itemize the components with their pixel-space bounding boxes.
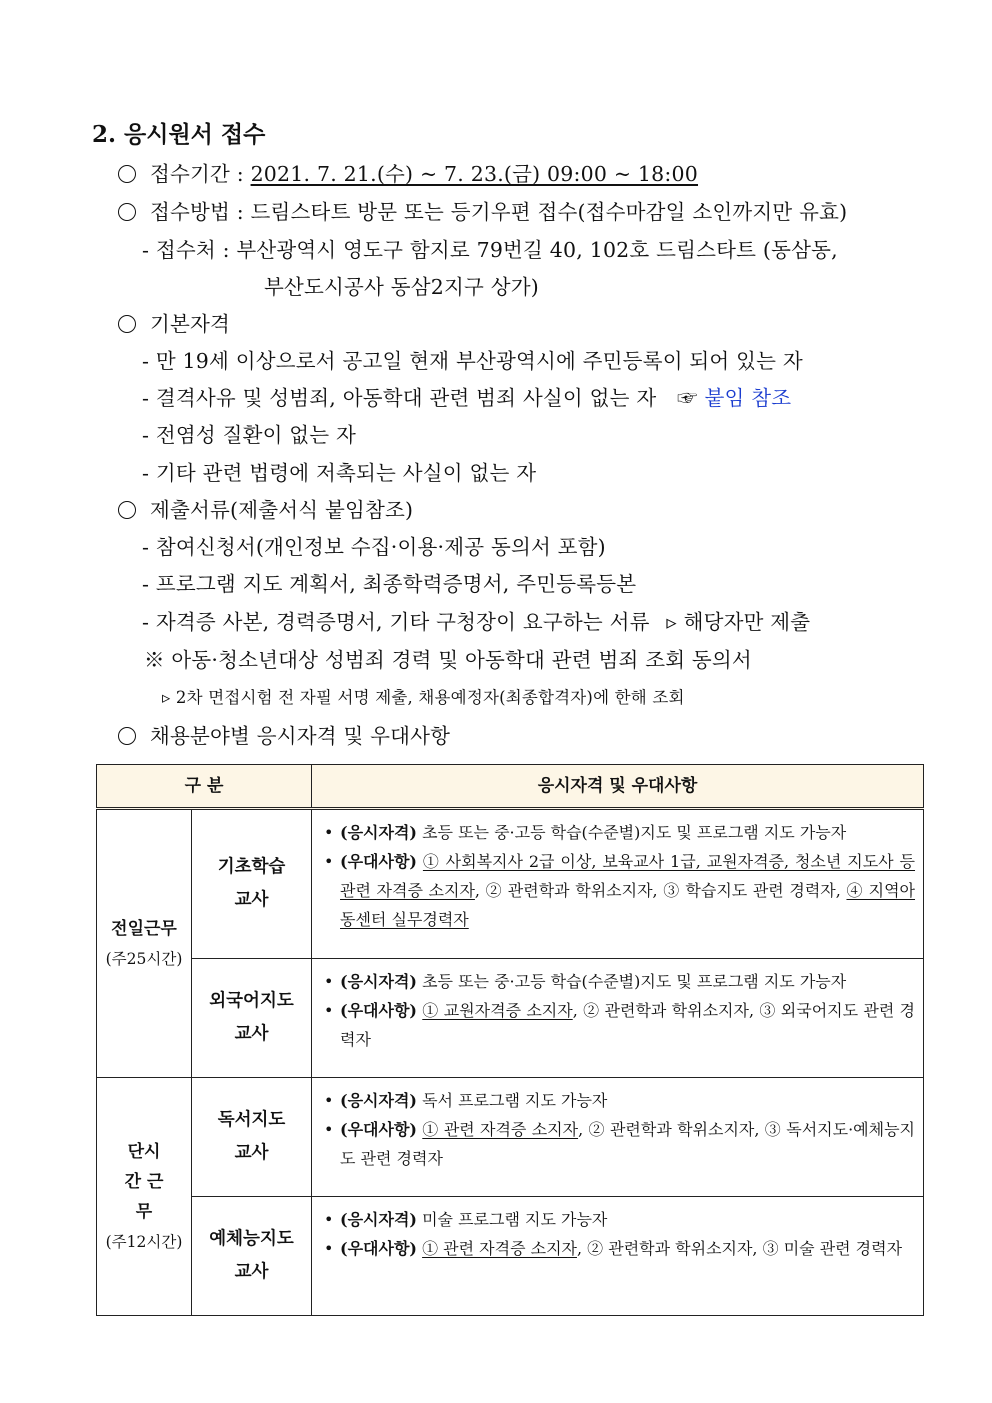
row-name-line2: 교사	[234, 890, 269, 910]
qualifications-title-text: 기본자격	[150, 312, 231, 336]
row-name-line2: 교사	[234, 1262, 269, 1282]
qualification-item: - 기타 관련 법령에 저촉되는 사실이 없는 자	[142, 461, 537, 485]
row-name-line1: 외국어지도	[209, 991, 294, 1011]
pref-text: , ② 관련학과 학위소지자, ③ 독서지도·예체능지도 관련 경력자	[340, 1120, 916, 1168]
qual-label: (응시자격)	[340, 972, 417, 991]
qual-label: (응시자격)	[340, 823, 417, 842]
row-details	[312, 1078, 924, 1197]
pref-item	[320, 1234, 915, 1263]
documents-title	[118, 496, 413, 524]
qual-label: (응시자격)	[340, 1091, 417, 1110]
fields-table	[96, 764, 924, 1316]
fields-title	[118, 722, 450, 750]
document-item: - 프로그램 지도 계획서, 최종학력증명서, 주민등록등본	[142, 572, 637, 596]
location-line-1: - 접수처 : 부산광역시 영도구 함지로 79번길 40, 102호 드림스타트 (동삼동,	[142, 238, 838, 262]
pref-item	[320, 847, 915, 934]
pref-underlined: ① 교원자격증 소지자	[422, 1001, 573, 1020]
row-name-line2: 교사	[234, 1143, 269, 1163]
pref-underlined-2: ④ 지역아동센터 실무경력자	[340, 881, 916, 929]
circle-bullet-icon	[118, 501, 136, 519]
table-header-category: 구 분	[97, 765, 312, 809]
group-name: 전일근무	[111, 918, 177, 939]
qual-text: 독서 프로그램 지도 가능자	[422, 1091, 608, 1110]
document-item: - 참여신청서(개인정보 수집·이용·제공 동의서 포함)	[142, 535, 606, 559]
pref-underlined: ① 사회복지사 2급 이상, 보육교사 1급, 교원자격증, 청소년 지도사 등 관련 자격증 소지자	[340, 852, 916, 900]
document-item-text: - 자격증 사본, 경력증명서, 기타 구청장이 요구하는 서류	[142, 610, 650, 634]
circle-bullet-icon	[118, 727, 136, 745]
qualification-item: - 전염성 질환이 없는 자	[142, 423, 357, 447]
method-line	[118, 198, 847, 226]
group-name: 단시간 근무	[124, 1141, 164, 1222]
group-hours: (주12시간)	[105, 1232, 183, 1251]
qualification-item: - 만 19세 이상으로서 공고일 현재 부산광역시에 주민등록이 되어 있는 자	[142, 349, 803, 373]
period-line	[118, 160, 698, 188]
qual-text: 초등 또는 중·고등 학습(수준별)지도 및 프로그램 지도 가능자	[422, 823, 847, 842]
pref-item	[320, 1115, 915, 1173]
circle-bullet-icon	[118, 165, 136, 183]
notice-sub-line: ▹ 2차 면접시험 전 자필 서명 제출, 채용예정자(최종합격자)에 한해 조회	[162, 688, 685, 707]
pref-label: (우대사항)	[340, 1120, 417, 1139]
qual-item	[320, 967, 915, 996]
qualification-item-text: - 결격사유 및 성범죄, 아동학대 관련 범죄 사실이 없는 자	[142, 386, 657, 410]
section-heading: 2. 응시원서 접수	[92, 121, 266, 148]
table-row	[97, 959, 924, 1078]
pref-label: (우대사항)	[340, 1001, 417, 1020]
qual-text: 미술 프로그램 지도 가능자	[422, 1210, 608, 1229]
qual-text: 초등 또는 중·고등 학습(수준별)지도 및 프로그램 지도 가능자	[422, 972, 847, 991]
qualification-item	[142, 384, 791, 412]
method-text: 접수방법 : 드림스타트 방문 또는 등기우편 접수(접수마감일 소인까지만 유효)	[150, 200, 848, 224]
notice-line: ※ 아동·청소년대상 성범죄 경력 및 아동학대 관련 범죄 조회 동의서	[144, 648, 752, 672]
pref-text: , ② 관련학과 학위소지자, ③ 외국어지도 관련 경력자	[340, 1001, 916, 1049]
group-fulltime	[97, 809, 192, 1078]
table-header-details: 응시자격 및 우대사항	[312, 765, 924, 809]
group-hours: (주25시간)	[105, 949, 183, 968]
table-row	[97, 1197, 924, 1316]
row-name	[192, 959, 312, 1078]
row-name-line1: 기초학습	[217, 857, 286, 877]
table-header-row	[97, 765, 924, 809]
row-details	[312, 809, 924, 959]
qual-item	[320, 818, 915, 847]
circle-bullet-icon	[118, 315, 136, 333]
reference-link: 붙임 참조	[704, 386, 792, 410]
qual-label: (응시자격)	[340, 1210, 417, 1229]
table-row	[97, 1078, 924, 1197]
document-item-note: ▹ 해당자만 제출	[666, 610, 811, 634]
row-name-line1: 독서지도	[217, 1110, 286, 1130]
period-value: 2021. 7. 21.(수) ~ 7. 23.(금) 09:00 ~ 18:00	[250, 162, 699, 186]
document-item	[142, 608, 810, 636]
qual-item	[320, 1086, 915, 1115]
documents-title-text: 제출서류(제출서식 붙임참조)	[150, 498, 414, 522]
row-details	[312, 959, 924, 1078]
pref-label: (우대사항)	[340, 852, 417, 871]
group-parttime	[97, 1078, 192, 1316]
row-name-line2: 교사	[234, 1024, 269, 1044]
row-name	[192, 809, 312, 959]
pref-item	[320, 996, 915, 1054]
table-row	[97, 809, 924, 959]
pref-underlined: ① 관련 자격증 소지자	[422, 1239, 577, 1258]
qual-item	[320, 1205, 915, 1234]
pref-text: , ② 관련학과 학위소지자, ③ 학습지도 관련 경력자,	[474, 881, 847, 900]
pref-text: , ② 관련학과 학위소지자, ③ 미술 관련 경력자	[576, 1239, 903, 1258]
row-name-line1: 예체능지도	[209, 1229, 294, 1249]
pref-label: (우대사항)	[340, 1239, 417, 1258]
pref-underlined: ① 관련 자격증 소지자	[422, 1120, 579, 1139]
row-details	[312, 1197, 924, 1316]
location-line-2: 부산도시공사 동삼2지구 상가)	[264, 275, 539, 299]
period-label: 접수기간 :	[150, 162, 244, 186]
circle-bullet-icon	[118, 203, 136, 221]
row-name	[192, 1078, 312, 1197]
row-name	[192, 1197, 312, 1316]
qualifications-title	[118, 310, 230, 338]
fields-title-text: 채용분야별 응시자격 및 우대사항	[150, 724, 451, 748]
pointing-hand-icon: ☞	[677, 386, 698, 410]
